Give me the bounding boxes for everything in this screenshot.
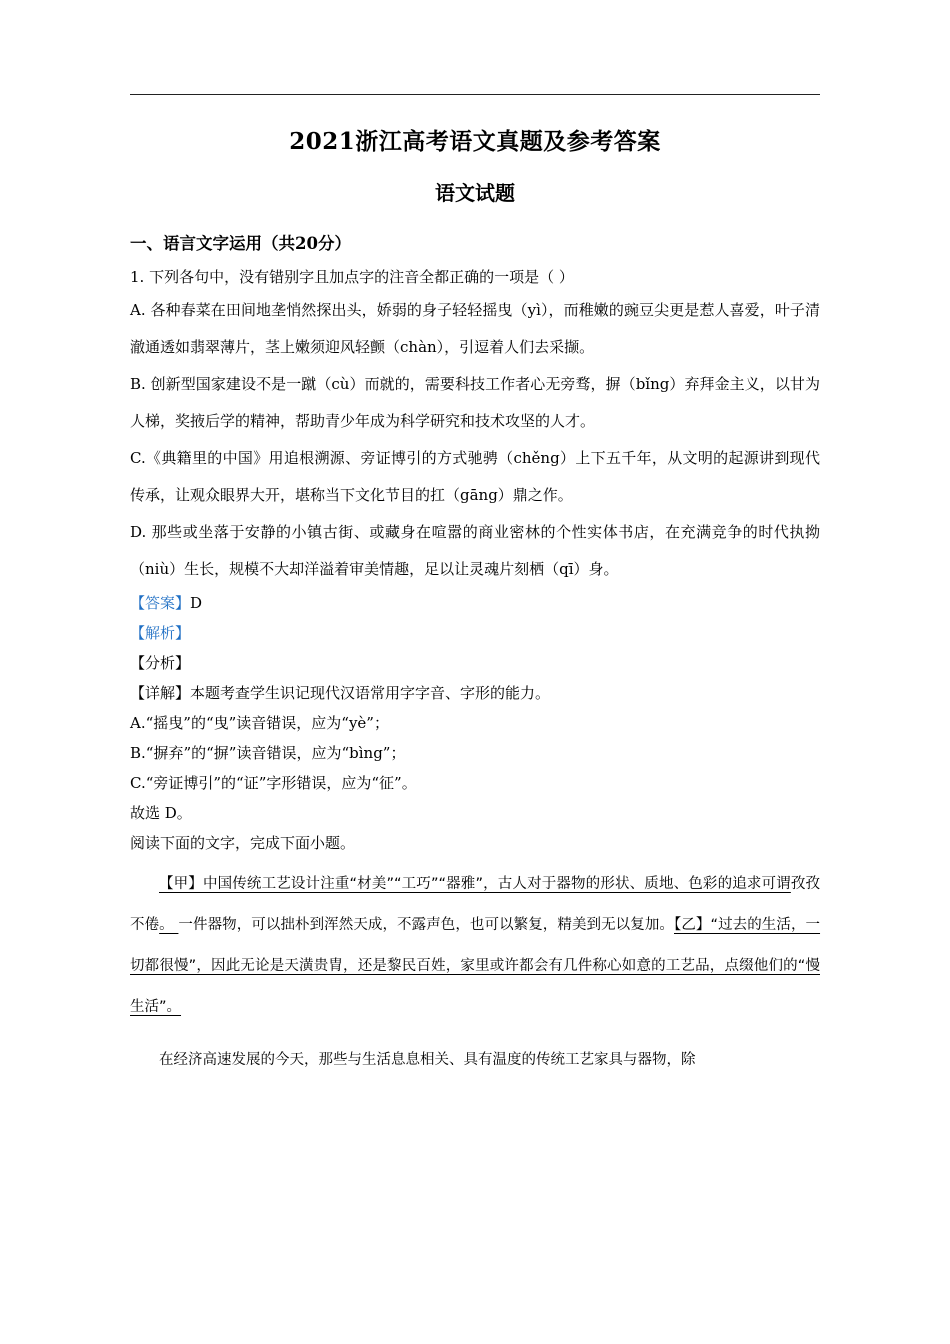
answer-tag: 【答案】 <box>130 594 191 612</box>
question-1-option-a: A. 各种春菜在田间地垄悄然探出头，娇弱的身子轻轻摇曳（yì），而稚嫩的豌豆尖更是惹人喜爱，叶子清澈通透如翡翠薄片，茎上嫩须迎风轻颤（chàn），引逗着人们去采撷。 <box>130 301 820 356</box>
section-heading-language-use: 一、语言文字运用（共20分） <box>130 234 351 253</box>
document-content <box>130 0 820 1081</box>
question-1-option-d: D. 那些或坐落于安静的小镇古街、或藏身在喧嚣的商业密林的个性实体书店，在充满竞争的时代执拗（niù）生长，规模不大却洋溢着审美情趣，足以让灵魂片刻栖（qī）身。 <box>130 523 820 578</box>
detail-item-b: B.“摒弃”的“摒”读音错误，应为“bìng”； <box>130 744 406 762</box>
passage-gap <box>130 1028 820 1040</box>
analysis-tag: 【分析】 <box>130 654 191 672</box>
page-title: 2021浙江高考语文真题及参考答案 <box>289 128 661 155</box>
passage-segment-underlined-2: 。 <box>159 917 179 933</box>
question-1-option-c: C.《典籍里的中国》用追根溯源、旁证博引的方式驰骋（chěng）上下五千年，从文明的起源讲到现代传承，让观众眼界大开，堪称当下文化节目的扛（gāng）鼎之作。 <box>130 449 820 504</box>
answer-line <box>130 588 820 618</box>
passage-segment-plain-1: 孜孜不倦 <box>130 876 820 933</box>
explanation-tag-line <box>130 618 820 648</box>
explanation-tag: 【解析】 <box>130 624 191 642</box>
passage-segment-underlined-1: 【甲】中国传统工艺设计注重“材美”“工巧”“器雅”，古人对于器物的形状、质地、色彩的追求可谓 <box>159 876 791 892</box>
passage-segment-plain-2: 一件器物，可以拙朴到浑然天成，不露声色，也可以繁复，精美到无以复加。 <box>178 917 674 933</box>
detail-explanation-line <box>130 678 820 708</box>
reading-passage-block <box>130 864 820 1028</box>
detail-item-c: C.“旁证博引”的“证”字形错误，应为“征”。 <box>130 774 417 792</box>
answer-conclusion: 故选 D。 <box>130 804 192 822</box>
header-divider <box>130 94 820 95</box>
passage-final-paragraph: 在经济高速发展的今天，那些与生活息息相关、具有温度的传统工艺家具与器物，除 <box>159 1052 696 1068</box>
question-1-stem: 1. 下列各句中，没有错别字且加点字的注音全都正确的一项是（ ） <box>130 268 574 286</box>
passage-segment-underlined-3: 【乙】“过去的生活，一切都很慢”，因此无论是天潢贵胄，还是黎民百姓，家里或许都会有几件称心如意的工艺品，点缀他们的“慢生活”。 <box>130 917 821 1015</box>
detail-item-a: A.“摇曳”的“曳”读音错误，应为“yè”； <box>130 714 389 732</box>
detail-tag: 【详解】 <box>130 684 191 702</box>
detail-text: 本题考查学生识记现代汉语常用字字音、字形的能力。 <box>190 684 551 702</box>
answer-value: D <box>190 594 203 612</box>
reading-prompt: 阅读下面的文字，完成下面小题。 <box>130 834 356 852</box>
document-subtitle: 语文试题 <box>435 181 515 205</box>
analysis-tag-line <box>130 648 820 678</box>
question-1-option-b: B. 创新型国家建设不是一蹴（cù）而就的，需要科技工作者心无旁骛，摒（bǐng）弃拜金主义，以甘为人梯，奖掖后学的精神，帮助青少年成为科学研究和技术攻坚的人才。 <box>130 375 820 430</box>
